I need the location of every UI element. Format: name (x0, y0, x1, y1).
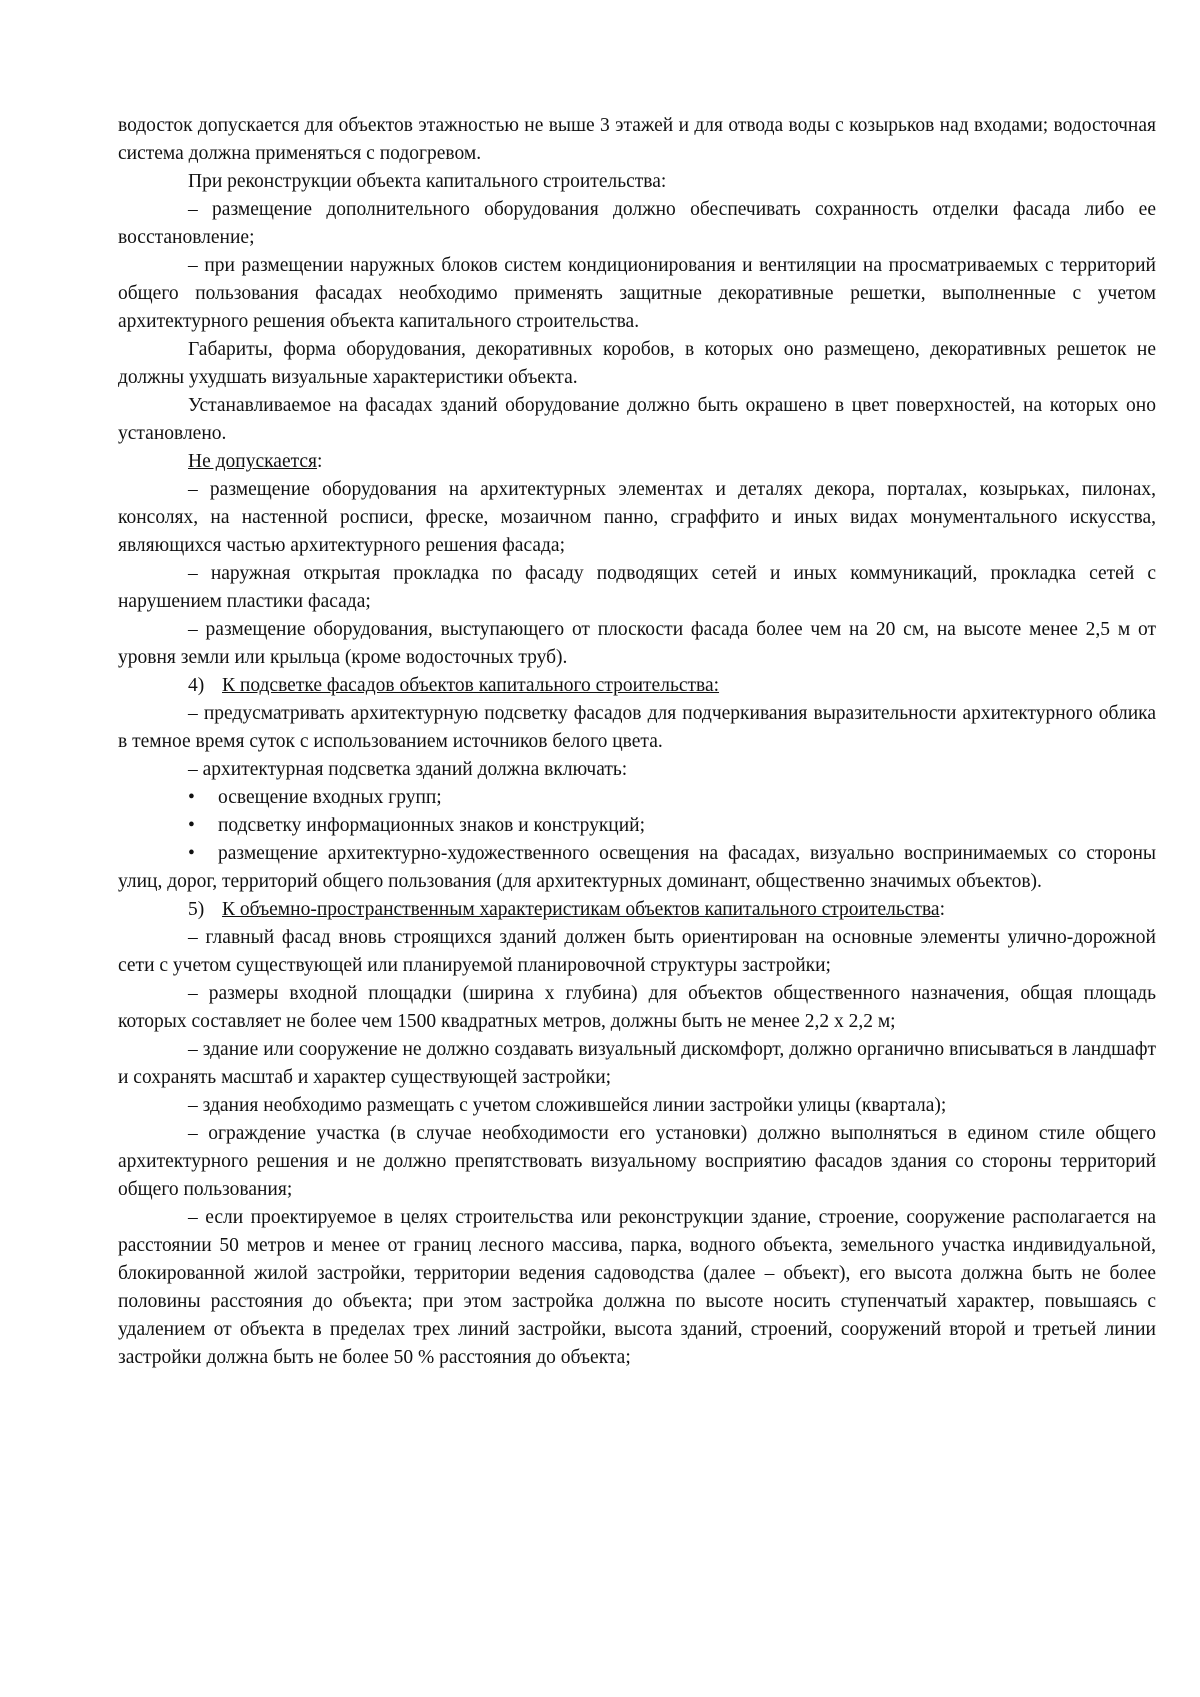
not-allowed-label: Не допускается (188, 451, 317, 472)
section-heading-volume (118, 896, 1156, 924)
bullet-item-signs (118, 812, 1156, 840)
paragraph-protruding-equipment: – размещение оборудования, выступающего от плоскости фасада более чем на 20 см, на высоте менее 2,5 м от уровня земли или крыльца (кроме водосточных труб). (118, 619, 1156, 668)
section-number-5: 5) (188, 899, 205, 920)
paragraph-main-facade: – главный фасад вновь строящихся зданий должен быть ориентирован на основные элементы улично-дорожной сети с учетом существующей или планируемой планировочной структуры застройки; (118, 927, 1156, 976)
paragraph-reconstruction-intro: При реконструкции объекта капитального строительства: (188, 171, 667, 192)
bullet-text: подсветку информационных знаков и конструкций; (218, 815, 646, 836)
paragraph-ventilation-units: – при размещении наружных блоков систем кондиционирования и вентиляции на просматриваемых с территорий общего пользования фасадах необходимо применять защитные декоративные решетки, выполненные с учетом архитектурного решения объекта капитального строительства. (118, 255, 1156, 332)
paragraph-building-line: – здания необходимо размещать с учетом сложившейся линии застройки улицы (квартала); (188, 1095, 947, 1116)
paragraph-equipment-color: Устанавливаемое на фасадах зданий оборудование должно быть окрашено в цвет поверхностей, на которых оно установлено. (118, 395, 1156, 444)
paragraph-open-cabling: – наружная открытая прокладка по фасаду подводящих сетей и иных коммуникаций, прокладка сетей с нарушением пластики фасада; (118, 563, 1156, 612)
bullet-item-facade-lighting (118, 840, 1156, 896)
section-heading-lighting (118, 672, 1156, 700)
bullet-text: размещение архитектурно-художественного освещения на фасадах, визуально воспринимаемых со стороны улиц, дорог, территорий общего пользования (для архитектурных доминант, общественно значимых объектов). (118, 843, 1156, 892)
bullet-icon: • (188, 843, 195, 864)
paragraph-dimensions: Габариты, форма оборудования, декоративных коробов, в которых оно размещено, декоративных решеток не должны ухудшать визуальные характеристики объекта. (118, 339, 1156, 388)
paragraph-architectural-lighting: – предусматривать архитектурную подсветку фасадов для подчеркивания выразительности архитектурного облика в темное время суток с использованием источников белого цвета. (118, 703, 1156, 752)
bullet-text: освещение входных групп; (218, 787, 442, 808)
paragraph-additional-equipment: – размещение дополнительного оборудования должно обеспечивать сохранность отделки фасада либо ее восстановление; (118, 199, 1156, 248)
paragraph-entrance-area: – размеры входной площадки (ширина х глубина) для объектов общественного назначения, общая площадь которых составляет не более чем 1500 квадратных метров, должны быть не менее 2,2 х 2,2 м; (118, 983, 1156, 1032)
section-title-volume: К объемно-пространственным характеристикам объектов капитального строительства (222, 899, 940, 920)
paragraph-not-allowed (118, 448, 1156, 476)
paragraph-visual-comfort: – здание или сооружение не должно создавать визуальный дискомфорт, должно органично вписываться в ландшафт и сохранять масштаб и характер существующей застройки; (118, 1039, 1156, 1088)
section-title-colon: : (939, 899, 945, 920)
paragraph-drainage: водосток допускается для объектов этажностью не выше 3 этажей и для отвода воды с козырьков над входами; водосточная система должна применяться с подогревом. (118, 115, 1156, 164)
paragraph-decor-placement: – размещение оборудования на архитектурных элементах и деталях декора, порталах, козырьках, пилонах, консолях, на настенной росписи, фреске, мозаичном панно, сграффито и иных видах монументального искусства, являющихся частью архитектурного решения фасада; (118, 479, 1156, 556)
paragraph-height-limits: – если проектируемое в целях строительства или реконструкции здание, строение, сооружение располагается на расстоянии 50 метров и менее от границ лесного массива, парка, водного объекта, земельного участка индивидуальной, блокированной жилой застройки, территории ведения садоводства (далее – объект), его высота должна быть не более половины расстояния до объекта; при этом застройка должна по высоте носить ступенчатый характер, повышаясь с удалением от объекта в пределах трех линий застройки, высота зданий, строений, сооружений второй и третьей линии застройки должна быть не более 50 % расстояния до объекта; (118, 1207, 1156, 1368)
bullet-item-entrances (118, 784, 1156, 812)
section-number-4: 4) (188, 675, 205, 696)
not-allowed-colon: : (317, 451, 323, 472)
section-title-lighting: К подсветке фасадов объектов капитального строительства: (222, 675, 720, 696)
bullet-icon: • (188, 815, 195, 836)
paragraph-lighting-includes: – архитектурная подсветка зданий должна включать: (188, 759, 628, 780)
document-page (118, 112, 1156, 1372)
paragraph-fencing: – ограждение участка (в случае необходимости его установки) должно выполняться в едином стиле общего архитектурного решения и не должно препятствовать визуальному восприятию фасадов здания со стороны территорий общего пользования; (118, 1123, 1156, 1200)
bullet-icon: • (188, 787, 195, 808)
